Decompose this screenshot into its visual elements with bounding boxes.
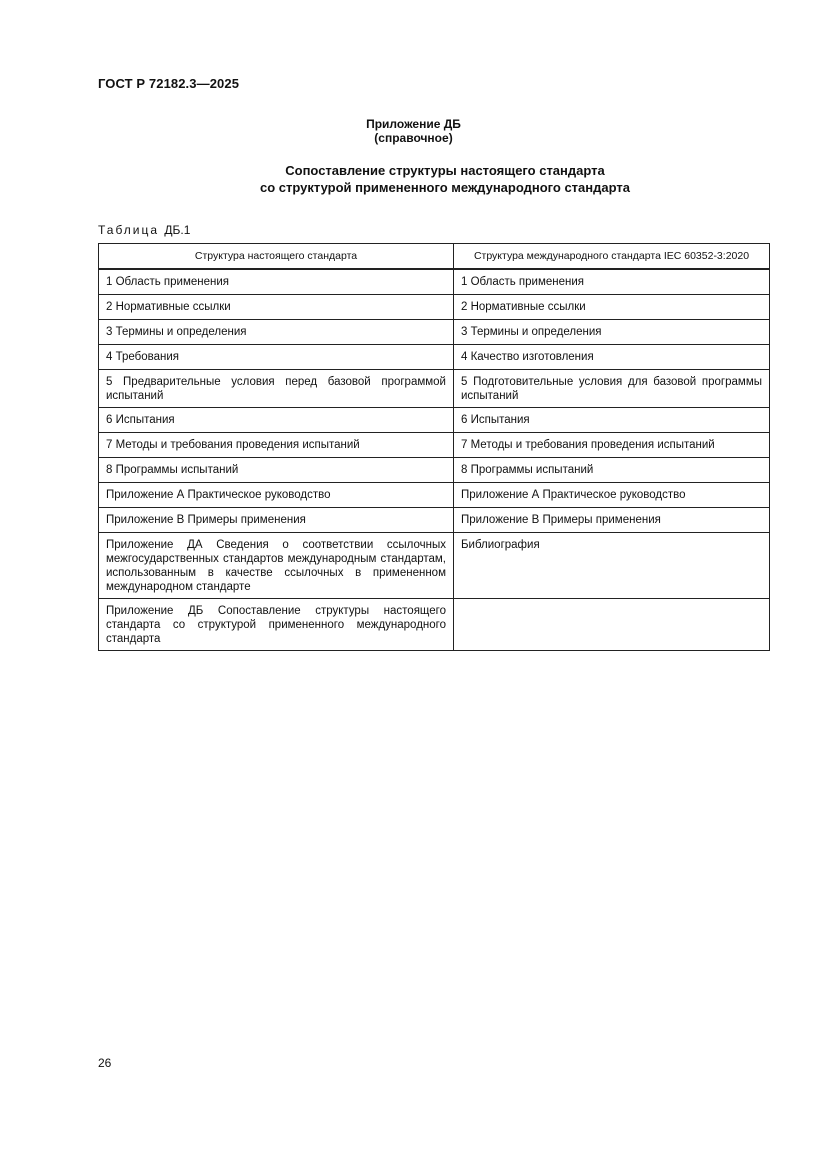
table-cell-international: 8 Программы испытаний — [454, 458, 770, 483]
table-cell-national: 8 Программы испытаний — [99, 458, 454, 483]
column-header-international: Структура международного стандарта IEC 60352-3:2020 — [454, 244, 770, 270]
table-caption — [98, 223, 190, 237]
annex-title: Приложение ДБ — [366, 117, 461, 131]
table-cell-international: 5 Подготовительные условия для базовой программы испытаний — [454, 370, 770, 408]
annex-heading-line-1: Сопоставление структуры настоящего стандарта — [285, 163, 605, 178]
table-cell-international: 6 Испытания — [454, 408, 770, 433]
table-cell-international: Библиография — [454, 533, 770, 599]
table-row — [99, 295, 770, 320]
table-cell-national: Приложение В Примеры применения — [99, 508, 454, 533]
table-row — [99, 599, 770, 651]
table-row — [99, 320, 770, 345]
table-caption-label: Таблица — [98, 223, 160, 237]
table-row — [99, 458, 770, 483]
table-row — [99, 433, 770, 458]
annex-heading-line-2: со структурой примененного международного стандарта — [260, 180, 630, 195]
table-row — [99, 269, 770, 295]
table-cell-international: Приложение А Практическое руководство — [454, 483, 770, 508]
table-cell-international: 4 Качество изготовления — [454, 345, 770, 370]
table-row — [99, 483, 770, 508]
table-cell-international — [454, 599, 770, 651]
table-row — [99, 370, 770, 408]
table-row — [99, 408, 770, 433]
table-cell-national: 4 Требования — [99, 345, 454, 370]
table-cell-international: 3 Термины и определения — [454, 320, 770, 345]
table-cell-international: 1 Область применения — [454, 269, 770, 295]
table-cell-national: Приложение ДБ Сопоставление структуры настоящего стандарта со структурой примененного международного стандарта — [99, 599, 454, 651]
table-cell-national: 1 Область применения — [99, 269, 454, 295]
table-row — [99, 533, 770, 599]
table-cell-national: 3 Термины и определения — [99, 320, 454, 345]
table-row — [99, 508, 770, 533]
table-cell-national: 7 Методы и требования проведения испытаний — [99, 433, 454, 458]
table-cell-national: Приложение ДА Сведения о соответствии ссылочных межгосударственных стандартов международным стандартам, использованным в качестве ссылочных в примененном международном стандарте — [99, 533, 454, 599]
table-cell-national: Приложение А Практическое руководство — [99, 483, 454, 508]
table-cell-international: 2 Нормативные ссылки — [454, 295, 770, 320]
table-cell-international: 7 Методы и требования проведения испытаний — [454, 433, 770, 458]
table-caption-number: ДБ.1 — [164, 223, 191, 237]
table-cell-national: 5 Предварительные условия перед базовой программой испытаний — [99, 370, 454, 408]
structure-comparison-table — [98, 243, 770, 651]
table-header-row — [99, 244, 770, 270]
document-code: ГОСТ Р 72182.3—2025 — [98, 76, 240, 91]
column-header-national: Структура настоящего стандарта — [99, 244, 454, 270]
annex-kind: (справочное) — [374, 131, 453, 145]
table-cell-national: 6 Испытания — [99, 408, 454, 433]
table-cell-international: Приложение В Примеры применения — [454, 508, 770, 533]
table-cell-national: 2 Нормативные ссылки — [99, 295, 454, 320]
table-row — [99, 345, 770, 370]
page-number: 26 — [98, 1056, 112, 1070]
